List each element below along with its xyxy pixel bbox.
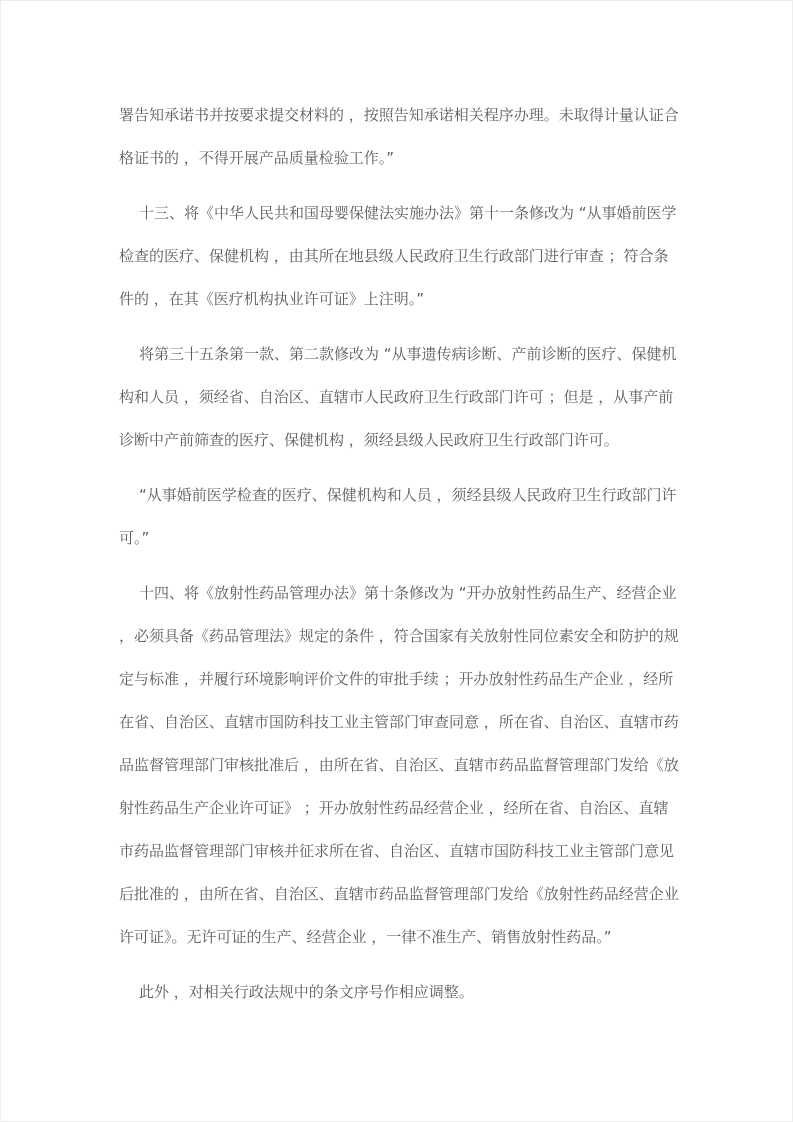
paragraph-closing-note: 此外 ，对相关行政法规中的条文序号作相应调整。 xyxy=(139,983,474,1001)
paragraph-quoted-clause: “从事婚前医学检查的医疗、保健机构和人员 ，须经县级人民政府卫生行政部门许可。” xyxy=(119,486,677,547)
paragraph-article-35-amendment: 将第三十五条第一款、第二款修改为 “从事遗传病诊断、产前诊断的医疗、保健机构和人员 ，须经省、自治区、直辖市人民政府卫生行政部门许可 ；但是 ，从事产前诊断中产前筛查的医疗、保健机构 ，须经县级人民政府卫生行政部门许可。 xyxy=(119,345,677,449)
paragraph-article-13: 十三、将《中华人民共和国母婴保健法实施办法》第十一条修改为 “从事婚前医学检查的医疗、保健机构 ，由其所在地县级人民政府卫生行政部门进行审查 ；符合条件的 ，在其《医疗机构执业许可证》上注明。” xyxy=(119,204,677,308)
document-body xyxy=(119,94,679,1026)
paragraph-article-14: 十四、将《放射性药品管理办法》第十条修改为 “开办放射性药品生产、经营企业 ，必须具备《药品管理法》规定的条件 ，符合国家有关放射性同位素安全和防护的规定与标准 ，并履行环境影响评价文件的审批手续 ；开办放射性药品生产企业 ，经所在省、自治区、直辖市国防科技工业主管部门审查同意 ，所在省、自治区、直辖市药品监督管理部门审核批准后 ，由所在省、自治区、直辖市药品监督管理部门发给《放射性药品生产企业许可证》 ；开办放射性药品经营企业 ，经所在省、自治区、直辖市药品监督管理部门审核并征求所在省、自治区、直辖市国防科技工业主管部门意见后批准的 ，由所在省、自治区、直辖市药品监督管理部门发给《放射性药品经营企业许可证》。无许可证的生产、经营企业 ，一律不准生产、销售放射性药品。” xyxy=(119,584,679,946)
paragraph-continuation: 署告知承诺书并按要求提交材料的 ，按照告知承诺相关程序办理。未取得计量认证合格证书的 ，不得开展产品质量检验工作。” xyxy=(119,106,679,167)
